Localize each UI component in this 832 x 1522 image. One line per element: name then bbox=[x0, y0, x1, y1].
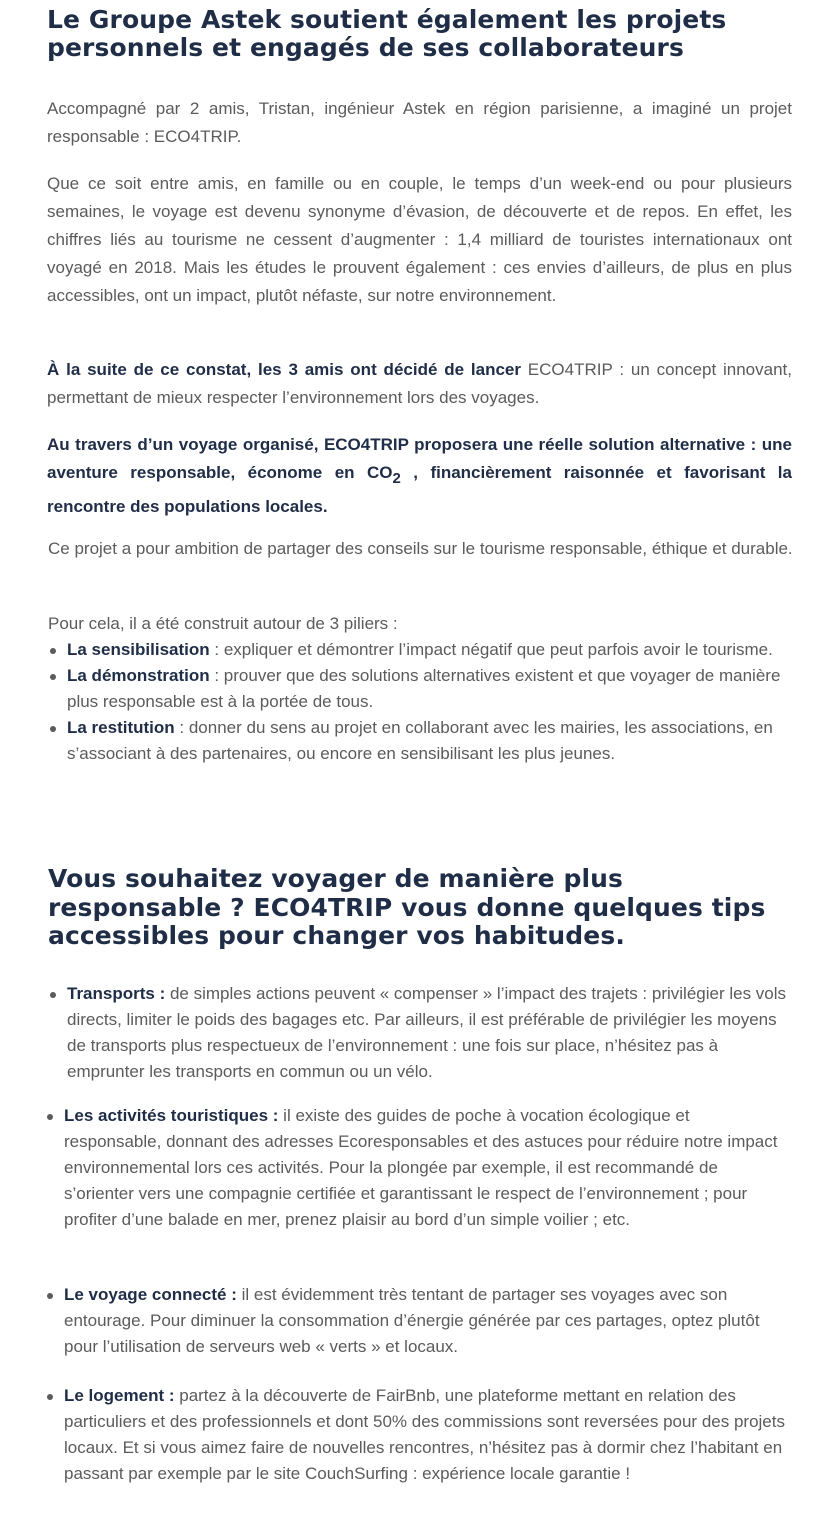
tourism-paragraph: Que ce soit entre amis, en famille ou en couple, le temps d’un week-end ou pour plusieurs semaines, le voyage est devenu synonyme d’évasion, de découverte et de repos. En effet, les chiffres liés au tourisme ne cessent d’augmenter : 1,4 milliard de touristes internationaux ont voyagé en 2018. Mais les études le prouvent également : ces envies d’ailleurs, de plus en plus accessibles, ont un impact, plutôt néfaste, sur notre environnement. bbox=[47, 174, 792, 305]
pillar-term: La démonstration bbox=[67, 666, 210, 685]
tip-term: Le voyage connecté : bbox=[64, 1285, 237, 1304]
pillar-text: : donner du sens au projet en collaborant avec les mairies, les associations, en s’associant à des partenaires, ou encore en sensibilisant les plus jeunes. bbox=[67, 718, 773, 763]
concept-paragraph bbox=[47, 356, 792, 412]
ambition-paragraph: Ce projet a pour ambition de partager des conseils sur le tourisme responsable, éthique et durable. bbox=[48, 539, 793, 558]
tips-list-activities bbox=[44, 1103, 790, 1233]
tips-list-transports bbox=[47, 981, 793, 1085]
pillar-text: : prouver que des solutions alternatives existent et que voyager de manière plus responsable est à la portée de tous. bbox=[67, 666, 781, 711]
co2-subscript: 2 bbox=[392, 470, 401, 487]
tip-text: il existe des guides de poche à vocation écologique et responsable, donnant des adresses Ecoresponsables et des astuces pour réduire notre impact environnemental lors ces activités. Pour la plongée par exemple, il est recommandé de s’orienter vers une compagnie certifiée et garantissant le respect de l’environnement ; pour profiter d’une balade en mer, prenez plaisir au bord d’un simple voilier ; etc. bbox=[64, 1106, 778, 1229]
concept-bold: À la suite de ce constat, les 3 amis ont décidé de lancer bbox=[47, 360, 521, 379]
tip-text: de simples actions peuvent « compenser » l’impact des trajets : privilégier les vols directs, limiter le poids des bagages etc. Par ailleurs, il est préférable de privilégier les moyens de transports plus respectueux de l’environnement : une fois sur place, n’hésitez pas à emprunter les transports en commun ou un vélo. bbox=[67, 984, 787, 1081]
tip-item bbox=[47, 981, 793, 1085]
pillar-item bbox=[47, 715, 793, 767]
tip-text: il est évidemment très tentant de partager ses voyages avec son entourage. Pour diminuer la consommation d’énergie générée par ces partages, optez plutôt pour l’utilisation de serveurs web « verts » et locaux. bbox=[64, 1285, 760, 1356]
solution-text-2: , financièrement raisonnée et favorisant la rencontre des populations locales. bbox=[47, 463, 792, 516]
tip-text: partez à la découverte de FairBnb, une plateforme mettant en relation des particuliers et des professionnels et dont 50% des commissions sont reversées pour des projets locaux. Et si vous aimez faire de nouvelles rencontres, n’hésitez pas à dormir chez l’habitant en passant par exemple par le site CouchSurfing : expérience locale garantie ! bbox=[64, 1386, 785, 1483]
tip-term: Transports : bbox=[67, 984, 166, 1003]
tip-term: Les activités touristiques : bbox=[64, 1106, 279, 1125]
section-heading-astek: Le Groupe Astek soutient également les projets personnels et engagés de ses collaborateurs bbox=[47, 5, 727, 62]
pillar-term: La restitution bbox=[67, 718, 175, 737]
tip-item bbox=[44, 1103, 790, 1233]
tip-item bbox=[44, 1383, 790, 1487]
solution-text-1: Au travers d’un voyage organisé, ECO4TRIP proposera une réelle solution alternative : une aventure responsable, économe en CO bbox=[47, 435, 792, 482]
intro-paragraph: Accompagné par 2 amis, Tristan, ingénieur Astek en région parisienne, a imaginé un projet responsable : ECO4TRIP. bbox=[47, 99, 792, 146]
section-heading-tips: Vous souhaitez voyager de manière plus responsable ? ECO4TRIP vous donne quelques tips accessibles pour changer vos habitudes. bbox=[48, 864, 766, 950]
pillars-intro: Pour cela, il a été construit autour de 3 piliers : bbox=[48, 614, 398, 633]
pillar-text: : expliquer et démontrer l’impact négatif que peut parfois avoir le tourisme. bbox=[209, 640, 773, 659]
tip-term: Le logement : bbox=[64, 1386, 175, 1405]
pillar-item bbox=[47, 663, 793, 715]
tips-list-lodging bbox=[44, 1383, 790, 1487]
tip-item bbox=[44, 1282, 790, 1360]
pillar-term: La sensibilisation bbox=[67, 640, 210, 659]
pillars-list bbox=[47, 637, 793, 767]
tips-list-connected bbox=[44, 1282, 790, 1360]
solution-paragraph bbox=[47, 431, 792, 521]
pillar-item bbox=[47, 637, 793, 663]
concept-rest: ECO4TRIP : un concept innovant, permettant de mieux respecter l’environnement lors des voyages. bbox=[47, 360, 792, 407]
